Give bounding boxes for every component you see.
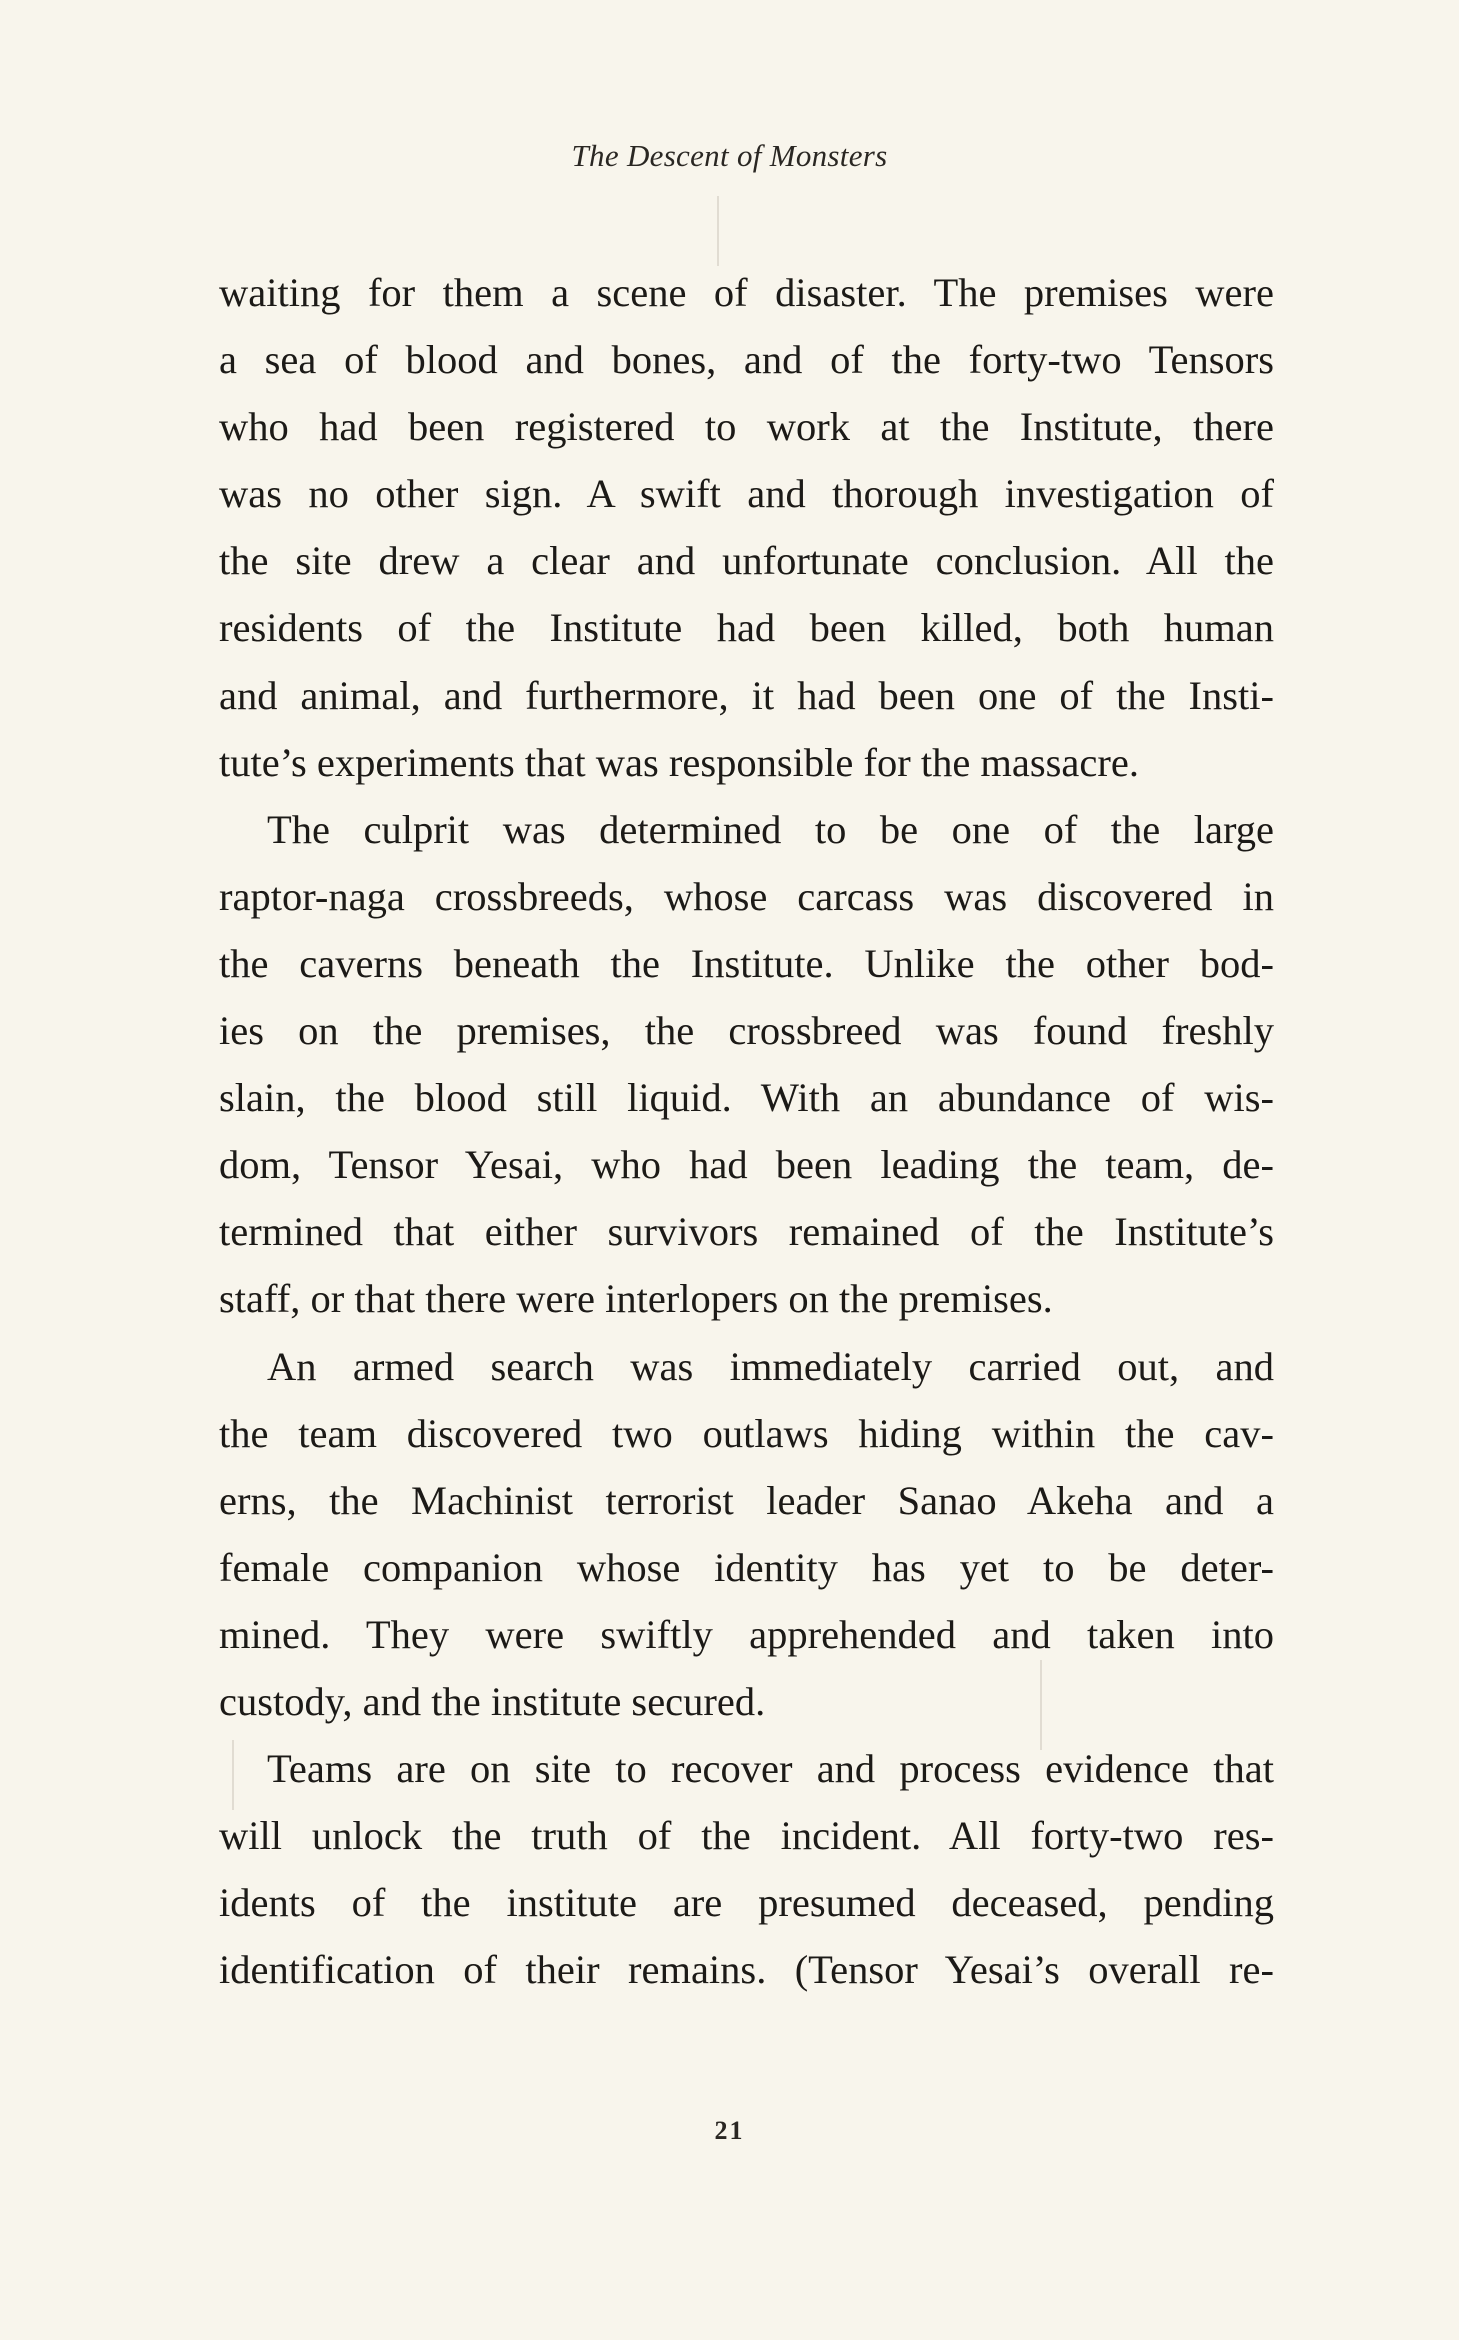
text-line: The culprit was determined to be one of the large	[267, 806, 1274, 852]
text-line: custody, and the institute secured.	[219, 1678, 766, 1724]
text-line: the site drew a clear and unfortunate conclusion. All the	[219, 538, 1274, 584]
paragraph	[219, 1735, 1274, 2003]
text-line: who had been registered to work at the Institute, there	[219, 404, 1274, 450]
page-number: 21	[714, 2116, 745, 2145]
text-line: raptor-naga crossbreeds, whose carcass was discovered in	[219, 873, 1274, 919]
text-line: An armed search was immediately carried out, and	[267, 1343, 1274, 1389]
text-line: the caverns beneath the Institute. Unlike the other bod-	[219, 940, 1274, 986]
text-line: Teams are on site to recover and process evidence that	[267, 1746, 1274, 1792]
scan-crease-mark	[717, 196, 719, 266]
text-line: will unlock the truth of the incident. All forty-two res-	[219, 1813, 1274, 1859]
paragraph	[219, 1333, 1274, 1736]
text-line: residents of the Institute had been killed, both human	[219, 605, 1274, 651]
text-line: and animal, and furthermore, it had been one of the Insti-	[219, 672, 1274, 718]
body-text	[219, 259, 1274, 2003]
running-head-title: The Descent of Monsters	[571, 138, 888, 173]
text-line: mined. They were swiftly apprehended and taken into	[219, 1611, 1274, 1657]
paragraph	[219, 796, 1274, 1333]
text-line: ies on the premises, the crossbreed was found freshly	[219, 1008, 1274, 1054]
text-line: waiting for them a scene of disaster. The premises were	[219, 270, 1274, 315]
paragraph	[219, 259, 1274, 796]
text-line: dom, Tensor Yesai, who had been leading the team, de-	[219, 1142, 1274, 1188]
text-line: idents of the institute are presumed deceased, pending	[219, 1880, 1274, 1926]
text-line: was no other sign. A swift and thorough investigation of	[219, 471, 1274, 517]
text-line: tute’s experiments that was responsible for the massacre.	[219, 739, 1139, 785]
text-line: female companion whose identity has yet to be deter-	[219, 1544, 1274, 1590]
text-line: identification of their remains. (Tensor Yesai’s overall re-	[219, 1947, 1274, 1993]
text-line: staff, or that there were interlopers on the premises.	[219, 1276, 1053, 1322]
text-line: a sea of blood and bones, and of the forty-two Tensors	[219, 337, 1274, 383]
text-line: slain, the blood still liquid. With an abundance of wis-	[219, 1075, 1274, 1121]
text-line: erns, the Machinist terrorist leader Sanao Akeha and a	[219, 1477, 1274, 1523]
text-line: the team discovered two outlaws hiding within the cav-	[219, 1410, 1274, 1456]
text-line: termined that either survivors remained of the Institute’s	[219, 1209, 1274, 1255]
